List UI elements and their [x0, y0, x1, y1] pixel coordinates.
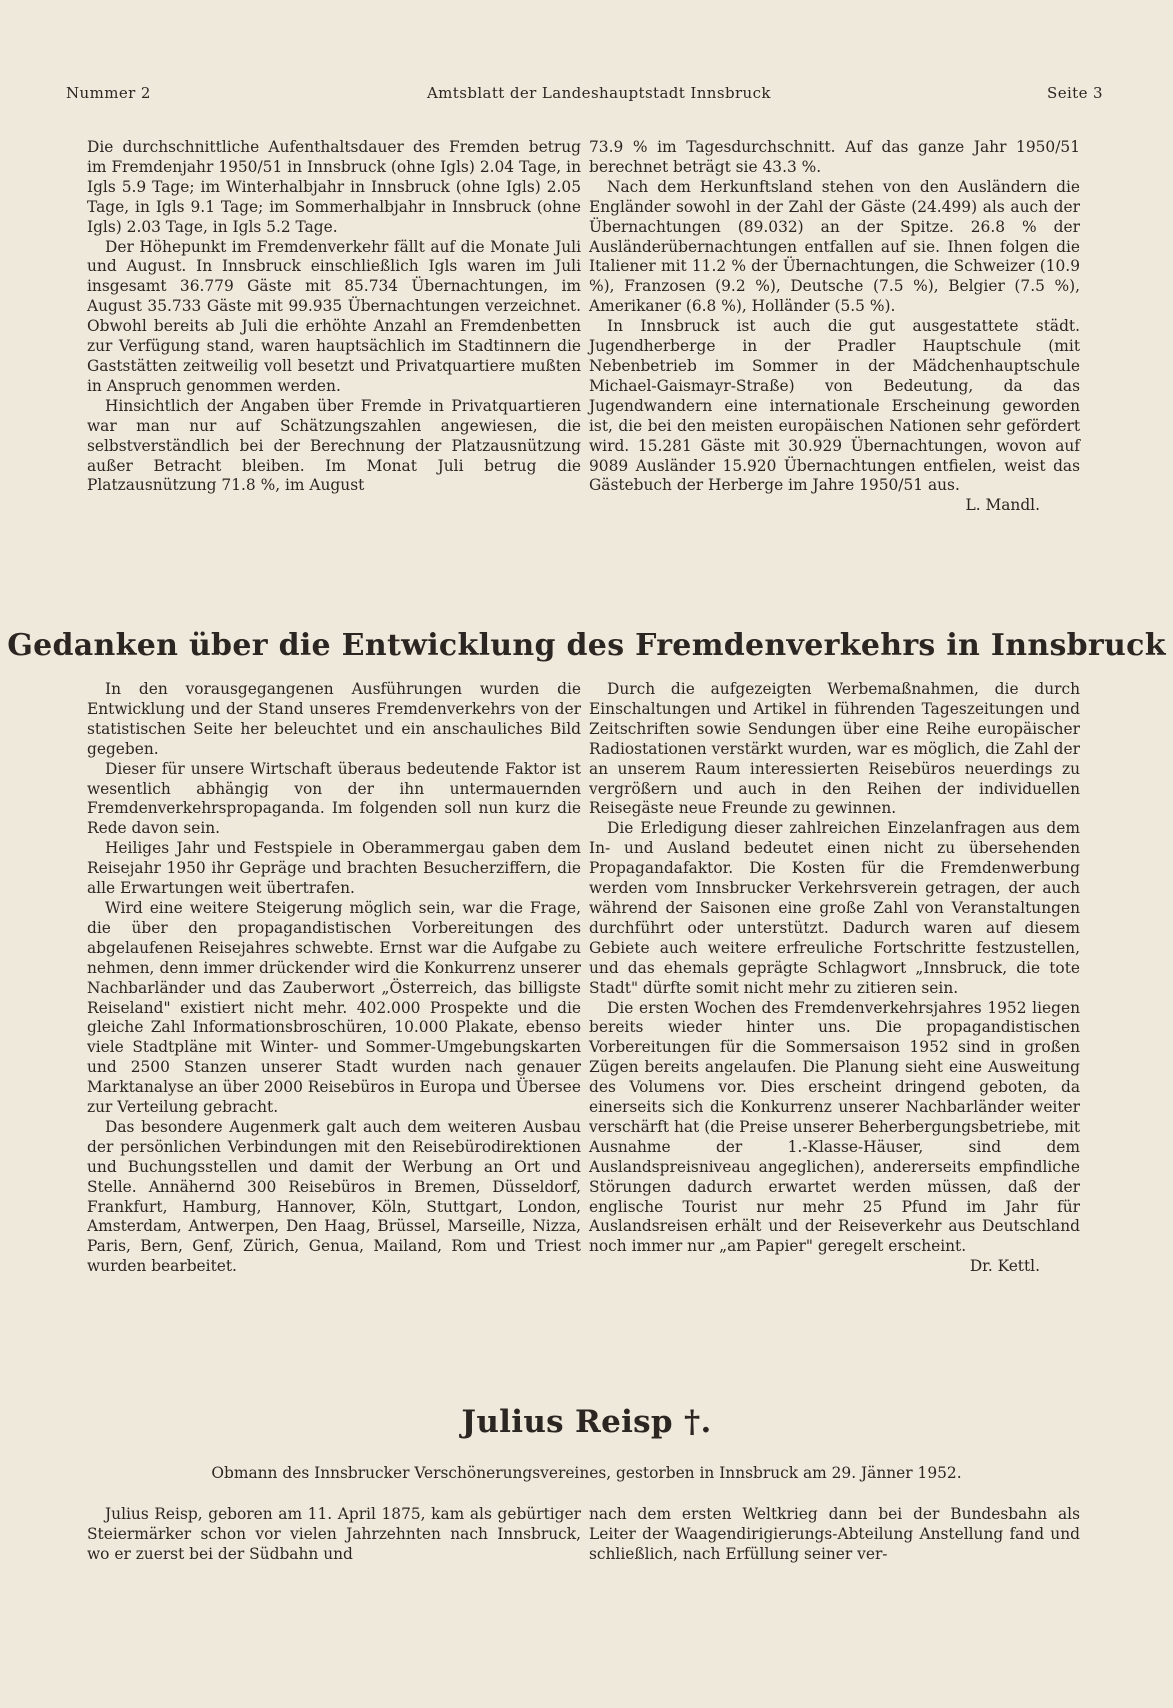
- paragraph: Heiliges Jahr und Festspiele in Oberammergau gaben dem Reisejahr 1950 ihr Gepräge und brachten Besucherziffern, die alle Erwartungen weit übertrafen.: [87, 839, 581, 898]
- paragraph: Die ersten Wochen des Fremdenverkehrsjahres 1952 liegen bereits wieder hinter uns. Die propagandistischen Vorbereitungen für die Sommersaison 1952 sind in großen Zügen bereits angelaufen. Die Planung sieht eine Ausweitung des Volumens vor. Dies erscheint dringend geboten, da einerseits sich die Konkurrenz unserer Nachbarländer weiter verschärft hat (die Preise unserer Beherbergungsbetriebe, mit Ausnahme der 1.-Klasse-Häuser, sind dem Auslandspreisniveau angeglichen), andererseits empfindliche Störungen dadurch erwartet werden müssen, daß der englische Tourist nur mehr 25 Pfund im Jahr für Auslandsreisen erhält und der Reiseverkehr aus Deutschland noch immer nur „am Papier" geregelt erscheint.: [589, 998, 1080, 1256]
- paragraph: 73.9 % im Tagesdurchschnitt. Auf das ganze Jahr 1950/51 berechnet beträgt sie 43.3 %.: [589, 138, 1080, 176]
- article1-signature-row: [589, 496, 1080, 516]
- article1-signature: L. Mandl.: [965, 496, 1040, 515]
- paragraph: In Innsbruck ist auch die gut ausgestattete städt. Jugendherberge in der Pradler Hauptschule (mit Nebenbetrieb im Sommer in der Mädchenhauptschule Michael-Gaismayr-Straße) von Bedeutung, da das Jugendwandern eine internationale Erscheinung geworden ist, die bei den meisten europäischen Nationen sehr gefördert wird. 15.281 Gäste mit 30.929 Übernachtungen, wovon auf 9089 Ausländer 15.920 Übernachtungen entfielen, weist das Gästebuch der Herberge im Jahre 1950/51 aus.: [589, 317, 1080, 495]
- paragraph: Wird eine weitere Steigerung möglich sein, war die Frage, die über den propagandistischen Vorbereitungen des abgelaufenen Reisejahres schwebte. Ernst war die Aufgabe zu nehmen, denn immer drückender wird die Konkurrenz unserer Nachbarländer und das Zauberwort „Österreich, das billigste Reiseland" existiert nicht mehr. 402.000 Prospekte und die gleiche Zahl Informationsbroschüren, 10.000 Plakate, ebenso viele Stadtpläne mit Winter- und Sommer-Umgebungskarten und 2500 Stanzen unserer Stadt wurden nach genauer Marktanalyse an über 2000 Reisebüros in Europa und Übersee zur Verteilung gebracht.: [87, 898, 581, 1117]
- article3-column-right: [589, 1505, 1080, 1565]
- article3-headline: Julius Reisp †.: [461, 1404, 712, 1440]
- paragraph: Nach dem Herkunftsland stehen von den Ausländern die Engländer sowohl in der Zahl der Gäste (24.499) als auch der Übernachtungen (89.032) an der Spitze. 26.8 % der Ausländerübernachtungen entfallen auf sie. Ihnen folgen die Italiener mit 11.2 % der Übernachtungen, die Schweizer (10.9 %), Franzosen (9.2 %), Deutsche (7.5 %), Belgier (7.5 %), Amerikaner (6.8 %), Holländer (5.5 %).: [589, 177, 1080, 316]
- article2-signature-row: [589, 1257, 1080, 1277]
- paragraph: Hinsichtlich der Angaben über Fremde in Privatquartieren war man nur auf Schätzungszahlen angewiesen, die selbstverständlich bei der Berechnung der Platzausnützung außer Betracht bleiben. Im Monat Juli betrug die Platzausnützung 71.8 %, im August: [87, 396, 581, 495]
- page-number: Seite 3: [1047, 84, 1103, 102]
- article2-column-right: [589, 680, 1080, 1277]
- paragraph: Dieser für unsere Wirtschaft überaus bedeutende Faktor ist wesentlich abhängig von der ihn untermauernden Fremdenverkehrspropaganda. Im folgenden soll nun kurz die Rede davon sein.: [87, 759, 581, 838]
- article2-headline: Gedanken über die Entwicklung des Fremdenverkehrs in Innsbruck: [7, 628, 1166, 663]
- article1-column-right: [589, 138, 1080, 516]
- paragraph: Durch die aufgezeigten Werbemaßnahmen, die durch Einschaltungen und Artikel in führenden Tageszeitungen und Zeitschriften sowie Sendungen über eine Reihe europäischer Radiostationen verstärkt wurden, war es möglich, die Zahl der an unserem Raum interessierten Reisebüros neuerdings zu vergrößern und auch in den Reihen der individuellen Reisegäste neue Freunde zu gewinnen.: [589, 680, 1080, 818]
- publication-title: Amtsblatt der Landeshauptstadt Innsbruck: [426, 84, 771, 102]
- paragraph: Julius Reisp, geboren am 11. April 1875, kam als gebürtiger Steiermärker schon vor vielen Jahrzehnten nach Innsbruck, wo er zuerst bei der Südbahn und: [87, 1505, 581, 1563]
- article3-column-left: [87, 1505, 581, 1565]
- paragraph: Die Erledigung dieser zahlreichen Einzelanfragen aus dem In- und Ausland bedeutet einen nicht zu übersehenden Propagandafaktor. Die Kosten für die Fremdenwerbung werden vom Innsbrucker Verkehrsverein getragen, der auch während der Saisonen eine große Zahl von Veranstaltungen durchführt oder unterstützt. Dadurch waren auf diesem Gebiete auch weitere erfreuliche Fortschritte festzustellen, und das ehemals geprägte Schlagwort „Innsbruck, die tote Stadt" dürfte somit nicht mehr zu zitieren sein.: [589, 819, 1080, 997]
- paragraph: In den vorausgegangenen Ausführungen wurden die Entwicklung und der Stand unseres Fremdenverkehrs von der statistischen Seite her beleuchtet und ein anschauliches Bild gegeben.: [87, 680, 581, 758]
- paragraph: Der Höhepunkt im Fremdenverkehr fällt auf die Monate Juli und August. In Innsbruck einschließlich Igls waren im Juli insgesamt 36.779 Gäste mit 85.734 Übernachtungen, im August 35.733 Gäste mit 99.935 Übernachtungen verzeichnet. Obwohl bereits ab Juli die erhöhte Anzahl an Fremdenbetten zur Verfügung stand, waren hauptsächlich im Stadtinnern die Gaststätten zeitweilig voll besetzt und Privatquartiere mußten in Anspruch genommen werden.: [87, 237, 581, 395]
- paragraph: Die durchschnittliche Aufenthaltsdauer des Fremden betrug im Fremdenjahr 1950/51 in Innsbruck (ohne Igls) 2.04 Tage, in Igls 5.9 Tage; im Winterhalbjahr in Innsbruck (ohne Igls) 2.05 Tage, in Igls 9.1 Tage; im Sommerhalbjahr in Innsbruck (ohne Igls) 2.03 Tage, in Igls 5.2 Tage.: [87, 138, 581, 236]
- article2-signature: Dr. Kettl.: [969, 1257, 1040, 1276]
- article2-column-left: [87, 680, 581, 1277]
- running-header: [66, 84, 1103, 102]
- article1-column-left: [87, 138, 581, 496]
- issue-number: Nummer 2: [66, 84, 151, 102]
- paragraph: nach dem ersten Weltkrieg dann bei der Bundesbahn als Leiter der Waagendirigierungs-Abteilung Anstellung fand und schließlich, nach Erfüllung seiner ver-: [589, 1505, 1080, 1563]
- article3-subtitle: Obmann des Innsbrucker Verschönerungsvereines, gestorben in Innsbruck am 29. Jänner 1952.: [211, 1464, 962, 1482]
- paragraph: Das besondere Augenmerk galt auch dem weiteren Ausbau der persönlichen Verbindungen mit den Reisebürodirektionen und Buchungsstellen und damit der Werbung an Ort und Stelle. Annähernd 300 Reisebüros in Bremen, Düsseldorf, Frankfurt, Hamburg, Hannover, Köln, Stuttgart, London, Amsterdam, Antwerpen, Den Haag, Brüssel, Marseille, Nizza, Paris, Bern, Genf, Zürich, Genua, Mailand, Rom und Triest wurden bearbeitet.: [87, 1117, 581, 1276]
